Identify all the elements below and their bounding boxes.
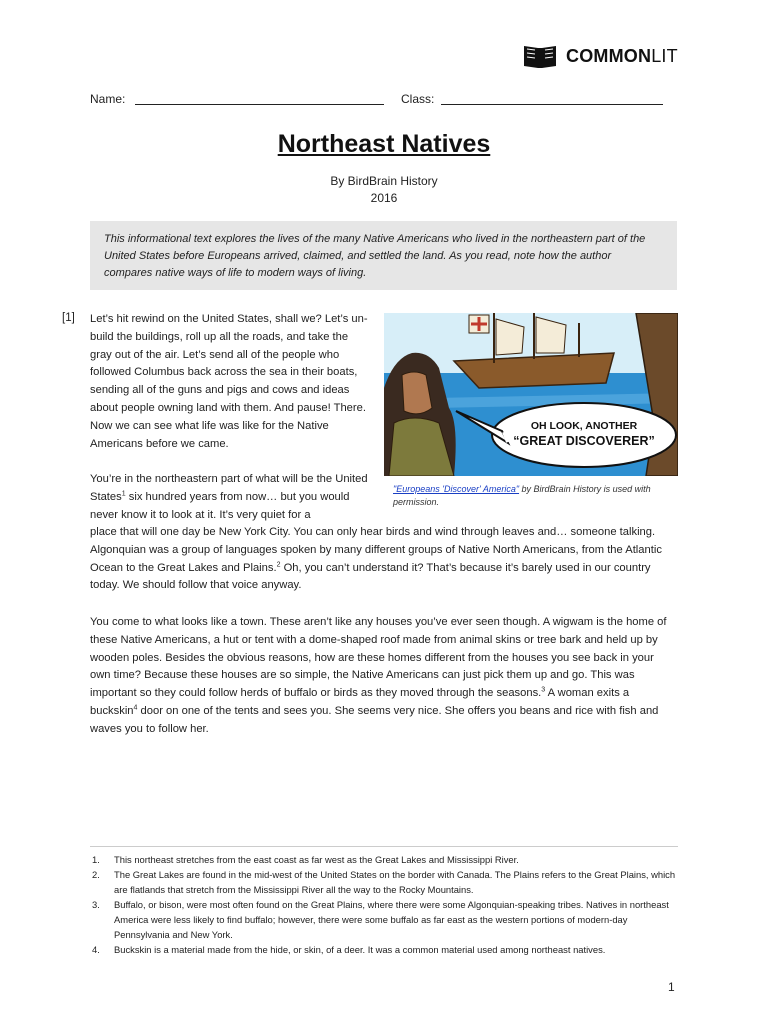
footnote-text: This northeast stretches from the east coast as far west as the Great Lakes and Mississippi River.	[114, 854, 519, 865]
paragraph-3-text-c: door on one of the tents and sees you. She seems very nice. She offers you beans and rice with fish and waves you to follow her.	[90, 704, 659, 735]
footnote-item	[90, 867, 678, 897]
commonlit-logo	[522, 42, 678, 70]
speech-line-2: “GREAT DISCOVERER”	[513, 434, 655, 448]
name-label: Name:	[90, 92, 126, 106]
paragraph-2-full	[90, 524, 676, 595]
footnote-item	[90, 897, 678, 942]
brand-name	[566, 46, 678, 67]
paragraph-2-text-c: place that will one day be New York City. You can only hear birds and wind through leaves and… someone talking. Algonquian was a group of languages spoken by many different groups of Native North Americans, from the Atlantic Ocean to the Great Lakes and Plains.	[90, 526, 662, 574]
comic-image	[384, 313, 678, 476]
footnote-ref-3[interactable]: 3	[541, 686, 546, 694]
footnote-item	[90, 852, 678, 867]
paragraph-1: Let’s hit rewind on the United States, shall we? Let’s un-build the buildings, roll up all the roads, and take the gray out of the air. Let’s send all of the people who followed Columbus back across the sea in their boats, sending all of the guns and pigs and cows and ideas about people owning land with them. And pause! There. Now we can see what life was like for the Native Americans before we came.	[90, 313, 368, 450]
footnote-ref-4[interactable]: 4	[133, 704, 138, 712]
footnote-text: The Great Lakes are found in the mid-west of the United States on the border with Canada. The Plains refers to the Great Plains, which are flatlands that stretch from the Mississippi River all the way to the Rocky Mountains.	[114, 869, 676, 895]
class-field[interactable]	[441, 104, 663, 105]
footnote-ref-1[interactable]: 1	[121, 490, 126, 498]
footnotes-list	[90, 852, 678, 957]
brand-name-regular: LIT	[651, 45, 678, 66]
image-caption	[393, 483, 683, 509]
paragraph-3	[90, 614, 676, 739]
caption-text: by BirdBrain History is used with permission.	[393, 484, 651, 507]
paragraph-2-text-d: Oh, you can’t understand it? That’s because it’s barely used in our country today. We should follow that voice anyway.	[90, 561, 651, 592]
comic-illustration	[384, 313, 678, 476]
intro-box	[90, 221, 677, 290]
open-book-icon	[522, 42, 558, 70]
caption-link[interactable]: "Europeans 'Discover' America"	[393, 484, 520, 494]
footnote-text: Buffalo, or bison, were most often found on the Great Plains, where there were some Algonquian-speaking tribes. Natives in northeast America were less likely to find buffalo; however, there were some buffalo as far east as the western portions of modern-day Pennsylvania and New York.	[114, 899, 669, 940]
footnote-number: 3.	[92, 899, 100, 910]
paragraph-2-text-a: You’re in the northeastern part of what will be the United States	[90, 473, 368, 503]
footnote-divider	[90, 846, 678, 847]
byline: By BirdBrain History	[330, 174, 438, 188]
paragraph-3-text-a: You come to what looks like a town. These aren’t like any houses you’ve ever seen though. A wigwam is the home of these Native Americans, a hut or tent with a dome-shaped roof made from animal skins or tree bark and held up by wooden poles. Besides the obvious reasons, how are these homes different from the houses you see back in your own time? Because these houses are so simple, the Native Americans can just pick them up and go. This was important so they could follow herds of buffalo or birds as they moved through the seasons.	[90, 616, 667, 700]
paragraph-3-text-b: A woman exits a buckskin	[90, 687, 630, 717]
footnote-text: Buckskin is a material made from the hide, or skin, of a deer. It was a common material used among northeast natives.	[114, 944, 606, 955]
footnote-number: 1.	[92, 854, 100, 865]
footnote-number: 2.	[92, 869, 100, 880]
page-title: Northeast Natives	[277, 130, 491, 158]
speech-line-1: OH LOOK, ANOTHER	[530, 420, 638, 432]
paragraph-marker: [1]	[62, 312, 75, 324]
brand-name-bold: COMMON	[566, 45, 652, 66]
page-number: 1	[668, 980, 675, 994]
class-label: Class:	[401, 92, 435, 106]
intro-text: This informational text explores the lives of the many Native Americans who lived in the northeastern part of the United States before Europeans arrived, claimed, and settled the land. As you read, note how the author compares native ways of life to modern ways of living.	[104, 233, 646, 279]
publication-year: 2016	[370, 191, 398, 205]
footnote-item	[90, 942, 678, 957]
paragraph-2-wrap	[90, 471, 375, 524]
paragraph-2-text-b: six hundred years from now… but you would never know it to look at it. It’s very quiet for a	[90, 490, 350, 521]
footnote-ref-2[interactable]: 2	[276, 560, 281, 568]
name-field[interactable]	[135, 104, 384, 105]
footnote-number: 4.	[92, 944, 100, 955]
